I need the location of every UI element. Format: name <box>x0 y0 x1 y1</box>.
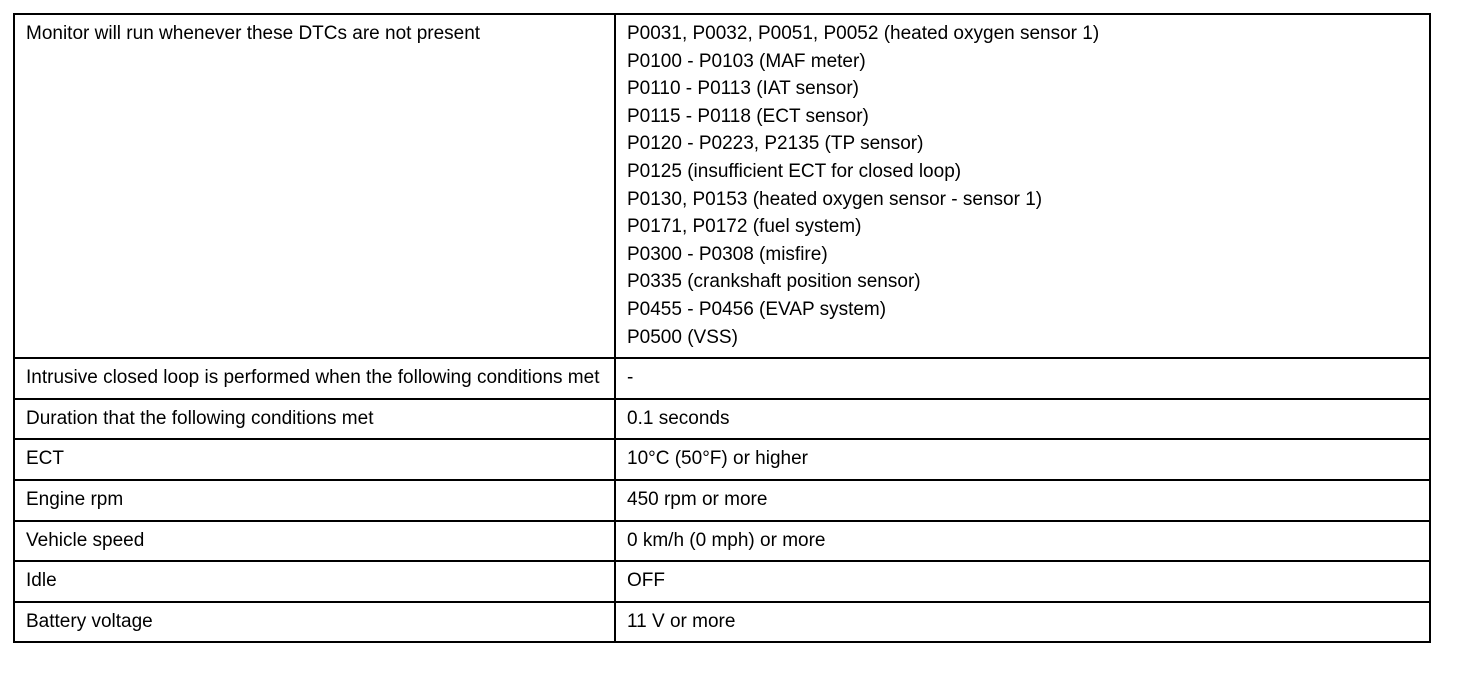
dtc-list-item: P0110 - P0113 (IAT sensor) <box>627 78 859 100</box>
parameter-value: OFF <box>627 570 665 592</box>
table-row <box>14 561 1430 602</box>
parameter-cell <box>14 480 615 521</box>
parameter-cell <box>14 602 615 643</box>
value-cell <box>615 358 1430 399</box>
value-cell <box>615 480 1430 521</box>
dtc-list-item: P0120 - P0223, P2135 (TP sensor) <box>627 133 924 155</box>
dtc-list-item: P0130, P0153 (heated oxygen sensor - sensor 1) <box>627 188 1043 210</box>
value-cell <box>615 602 1430 643</box>
table-row <box>14 521 1430 562</box>
value-cell <box>615 399 1430 440</box>
parameter-label: Vehicle speed <box>26 529 145 551</box>
parameter-cell <box>14 358 615 399</box>
table-row <box>14 399 1430 440</box>
parameter-value: 0 km/h (0 mph) or more <box>627 529 826 551</box>
parameter-label: Engine rpm <box>26 488 124 510</box>
parameter-cell <box>14 439 615 480</box>
parameter-label: Battery voltage <box>26 610 153 632</box>
parameter-cell <box>14 521 615 562</box>
dtc-list-item: P0115 - P0118 (ECT sensor) <box>627 105 869 127</box>
parameter-label: Duration that the following conditions met <box>26 407 374 429</box>
value-cell <box>615 561 1430 602</box>
dtc-list-item: P0335 (crankshaft position sensor) <box>627 271 921 293</box>
table-row <box>14 358 1430 399</box>
parameter-label: ECT <box>26 448 64 470</box>
table-row <box>14 480 1430 521</box>
parameter-label: Monitor will run whenever these DTCs are not present <box>26 23 481 44</box>
parameter-value: 450 rpm or more <box>627 488 768 510</box>
parameter-value: 0.1 seconds <box>627 407 730 429</box>
parameter-cell <box>14 561 615 602</box>
value-cell <box>615 521 1430 562</box>
value-cell <box>615 14 1430 358</box>
dtc-list-item: P0500 (VSS) <box>627 326 738 348</box>
dtc-list-item: P0171, P0172 (fuel system) <box>627 216 862 238</box>
table-row <box>14 602 1430 643</box>
dtc-list-item: P0100 - P0103 (MAF meter) <box>627 50 866 72</box>
value-cell <box>615 439 1430 480</box>
parameter-label: Idle <box>26 570 57 592</box>
monitor-conditions-table <box>13 13 1431 643</box>
parameter-value: 11 V or more <box>627 610 736 632</box>
parameter-value: - <box>627 367 634 389</box>
parameter-cell <box>14 14 615 358</box>
parameter-label: Intrusive closed loop is performed when the following conditions met <box>26 367 600 389</box>
table-row <box>14 14 1430 358</box>
parameter-cell <box>14 399 615 440</box>
table-row <box>14 439 1430 480</box>
dtc-list-item: P0125 (insufficient ECT for closed loop) <box>627 160 962 182</box>
dtc-list-item: P0455 - P0456 (EVAP system) <box>627 298 887 320</box>
dtc-list-item: P0300 - P0308 (misfire) <box>627 243 828 265</box>
dtc-list-item: P0031, P0032, P0051, P0052 (heated oxygen sensor 1) <box>627 23 1100 44</box>
parameter-value: 10°C (50°F) or higher <box>627 448 808 470</box>
